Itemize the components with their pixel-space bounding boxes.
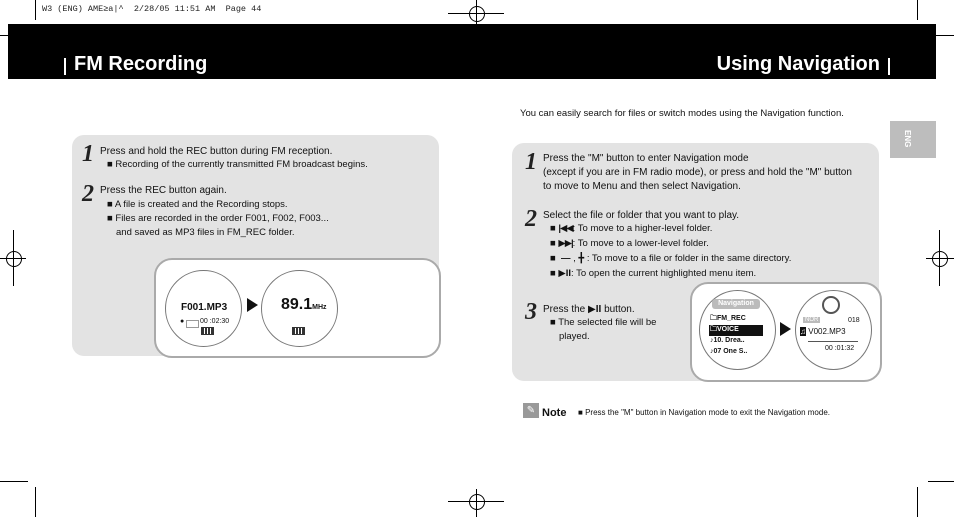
playback-time: 00 :01:32 (825, 345, 855, 352)
music-note-icon: ♪ (710, 337, 714, 344)
note-label: Note (542, 407, 567, 419)
status-bar-icon (186, 320, 199, 328)
crop-mark (917, 487, 918, 517)
step-text: Press the ▶II button. (543, 304, 635, 315)
recording-filename: F001.MP3 (181, 302, 228, 313)
step-number: 1 (82, 141, 94, 167)
step-bullet: ■ |◀◀: To move to a higher-level folder. (550, 223, 713, 234)
folder-icon: 🗀 (710, 326, 717, 333)
registration-mark (13, 230, 14, 286)
music-note-icon: ♪ (710, 348, 714, 355)
page-title-using-navigation: Using Navigation (716, 53, 880, 75)
step-bullet: ■ ▶▶|: To move to a lower-level folder. (550, 238, 709, 249)
registration-mark (939, 230, 940, 286)
crop-mark (35, 0, 36, 20)
recording-time: 00 :02:30 (200, 318, 230, 325)
skip-back-icon: |◀◀ (558, 223, 573, 234)
crop-mark (35, 487, 36, 517)
language-tab (890, 121, 936, 158)
battery-icon (292, 327, 305, 335)
fm-frequency: 89.1MHz (281, 296, 327, 313)
registration-mark (476, 0, 477, 24)
folder-icon: 🗀 (710, 315, 717, 322)
playing-file: ♫ V002.MP3 (800, 327, 846, 336)
step-number: 2 (525, 206, 537, 232)
navigation-header: Navigation (712, 299, 760, 309)
step-text: to move to Menu and then select Navigation. (543, 181, 741, 192)
crop-mark (0, 481, 28, 482)
crop-mark (917, 0, 918, 20)
play-pause-icon: ▶II (588, 304, 602, 315)
playback-progress (808, 341, 858, 342)
registration-mark (926, 258, 954, 259)
crop-mark (928, 481, 954, 482)
step-text: Select the file or folder that you want to play. (543, 210, 740, 221)
step-text: Press the REC button again. (100, 185, 227, 196)
step-bullet: ■ — , ╋ : To move to a file or folder in the same directory. (550, 253, 792, 264)
nav-item-folder: 🗀FM_REC (710, 315, 746, 322)
registration-mark (932, 251, 948, 267)
step-bullet: ■ A file is created and the Recording stops. (107, 199, 288, 210)
minus-icon: — (561, 253, 571, 264)
play-pause-icon: ▶II (558, 268, 571, 279)
note-text: ■ Press the "M" button in Navigation mode to exit the Navigation mode. (578, 408, 830, 417)
arrow-right-icon (247, 298, 258, 312)
play-mode-badge: NOR (805, 317, 819, 323)
step-bullet: ■ ▶II: To open the current highlighted menu item. (550, 268, 757, 279)
step-number: 3 (525, 299, 537, 325)
recording-dot-icon: ● (180, 318, 185, 325)
step-text: (except if you are in FM radio mode), or press and hold the "M" button (543, 167, 852, 178)
registration-mark (469, 494, 485, 510)
music-file-icon: ♫ (800, 327, 806, 336)
registration-mark (6, 251, 22, 267)
track-number: 018 (848, 317, 860, 324)
nav-item-track: ♪07 One S.. (710, 348, 748, 355)
step-text: Press and hold the REC button during FM reception. (100, 146, 333, 157)
step-bullet-continued: played. (559, 331, 590, 342)
step-number: 1 (525, 149, 537, 175)
step-bullet-continued: and saved as MP3 files in FM_REC folder. (116, 227, 295, 238)
step-bullet: ■ The selected file will be (550, 317, 657, 328)
plus-icon: ╋ (578, 253, 585, 264)
note-icon: ✎ (523, 403, 539, 418)
step-bullet: ■ Files are recorded in the order F001, F002, F003... (107, 213, 329, 224)
step-bullet: ■ Recording of the currently transmitted FM broadcast begins. (107, 159, 368, 170)
battery-icon (201, 327, 214, 335)
step-number: 2 (82, 181, 94, 207)
print-slug: W3 (ENG) AME≥a|^ 2/28/05 11:51 AM Page 44 (42, 4, 262, 14)
disc-icon (822, 296, 840, 314)
title-divider (64, 58, 66, 75)
skip-forward-icon: ▶▶| (558, 238, 573, 249)
registration-mark (469, 6, 485, 22)
step-text: Press the "M" button to enter Navigation mode (543, 153, 749, 164)
language-tab-label: ENG (903, 130, 912, 148)
arrow-right-icon (780, 322, 791, 336)
intro-text: You can easily search for files or switch modes using the Navigation function. (520, 108, 844, 119)
nav-item-selected: 🗀VOICE (709, 325, 763, 336)
nav-item-track: ♪10. Drea.. (710, 337, 745, 344)
registration-mark (476, 489, 477, 517)
title-divider (888, 58, 890, 75)
page-title-fm-recording: FM Recording (74, 53, 208, 75)
